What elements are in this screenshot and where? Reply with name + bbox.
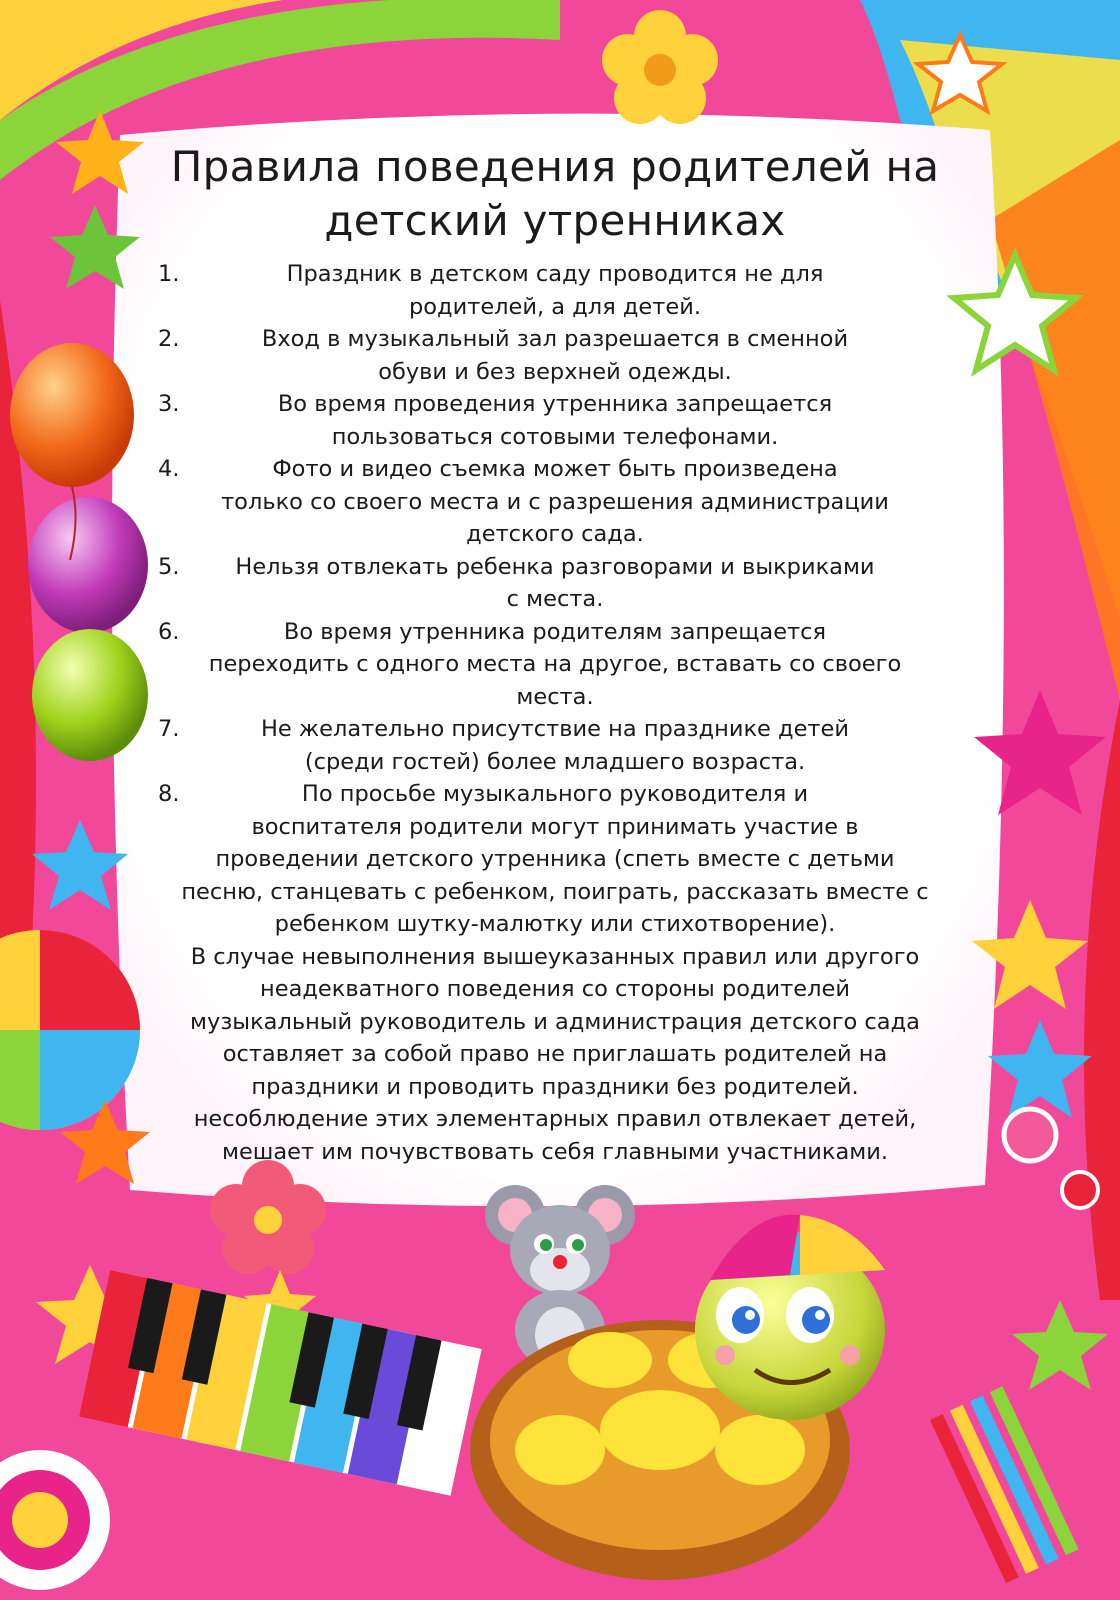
rule-text-line: обуви и без верхней одежды. (378, 358, 732, 385)
rule-number: 7. (158, 716, 180, 742)
rule-item (150, 713, 960, 778)
closing-line: неадекватного поведения со стороны родителей (260, 976, 850, 1002)
rule-text-line: детского сада. (466, 521, 644, 547)
rule-text-line: ребенком шутку-малютку или стихотворение). (274, 911, 836, 937)
rule-text-line: проведении детского утренника (спеть вместе с детьми (215, 846, 895, 872)
rule-text-line: воспитателя родители могут принимать участие в (251, 813, 859, 840)
rule-number: 3. (158, 391, 180, 417)
rule-text-line: Вход в музыкальный зал разрешается в сменной (261, 326, 849, 352)
rule-text-line: песню, станцевать с ребенком, поиграть, рассказать вместе с (181, 878, 929, 905)
rule-text-line: Не желательно присутствие на празднике детей (260, 716, 850, 742)
page-title-line-2: детский утренниках (324, 196, 786, 245)
rule-number: 2. (158, 326, 180, 352)
closing-line: мешает им почувствовать себя главными участниками. (221, 1138, 889, 1165)
rule-text (150, 453, 960, 551)
closing-line: праздники и проводить праздники без родителей. (251, 1073, 859, 1100)
rule-text-line: Нельзя отвлекать ребенка разговорами и выкриками (235, 553, 875, 580)
closing-line: несоблюдение этих элементарных правил отвлекает детей, (193, 1106, 917, 1132)
rule-item (150, 323, 960, 388)
rule-number: 6. (158, 618, 180, 645)
rule-number: 1. (158, 261, 180, 287)
rule-text-line: с места. (506, 586, 604, 612)
rule-item (150, 616, 960, 714)
rules-list (150, 258, 960, 941)
page-title-line-1: Правила поведения родителей на (170, 142, 940, 191)
rule-item (150, 551, 960, 616)
rule-text-line: По просьбе музыкального руководителя и (301, 781, 809, 807)
rule-number: 8. (158, 781, 180, 807)
rule-text (150, 713, 960, 778)
rule-text-line: Праздник в детском саду проводится не для (286, 261, 824, 287)
page-title (150, 140, 960, 248)
rule-text-line: (среди гостей) более младшего возраста. (304, 748, 806, 775)
rule-text-line: родителей, а для детей. (408, 293, 702, 320)
rules-panel (150, 140, 960, 1168)
rule-item (150, 778, 960, 941)
rule-text (150, 323, 960, 388)
rule-item (150, 388, 960, 453)
rule-text-line: пользоваться сотовыми телефонами. (331, 423, 779, 450)
rule-number: 5. (158, 553, 180, 580)
rule-item (150, 453, 960, 551)
rule-text (150, 258, 960, 323)
rule-text-line: места. (516, 683, 594, 710)
closing-line: В случае невыполнения вышеуказанных правил или другого (190, 943, 920, 970)
rule-text-line: Во время утренника родителям запрещается (283, 618, 827, 645)
rule-text-line: только со своего места и с разрешения администрации (221, 488, 889, 515)
rule-text (150, 778, 960, 941)
rule-text-line: переходить с одного места на другое, вставать со своего (208, 651, 902, 677)
rule-text-line: Во время проведения утренника запрещается (277, 391, 833, 417)
rule-text (150, 551, 960, 616)
rule-text (150, 388, 960, 453)
rule-item (150, 258, 960, 323)
closing-line: музыкальный руководитель и администрация детского сада (190, 1008, 920, 1035)
closing-line: оставляет за собой право не приглашать родителей на (222, 1041, 888, 1067)
closing-paragraph (150, 941, 960, 1169)
rule-text (150, 616, 960, 714)
rule-number: 4. (158, 456, 180, 482)
rule-text-line: Фото и видео съемка может быть произведена (272, 456, 838, 482)
